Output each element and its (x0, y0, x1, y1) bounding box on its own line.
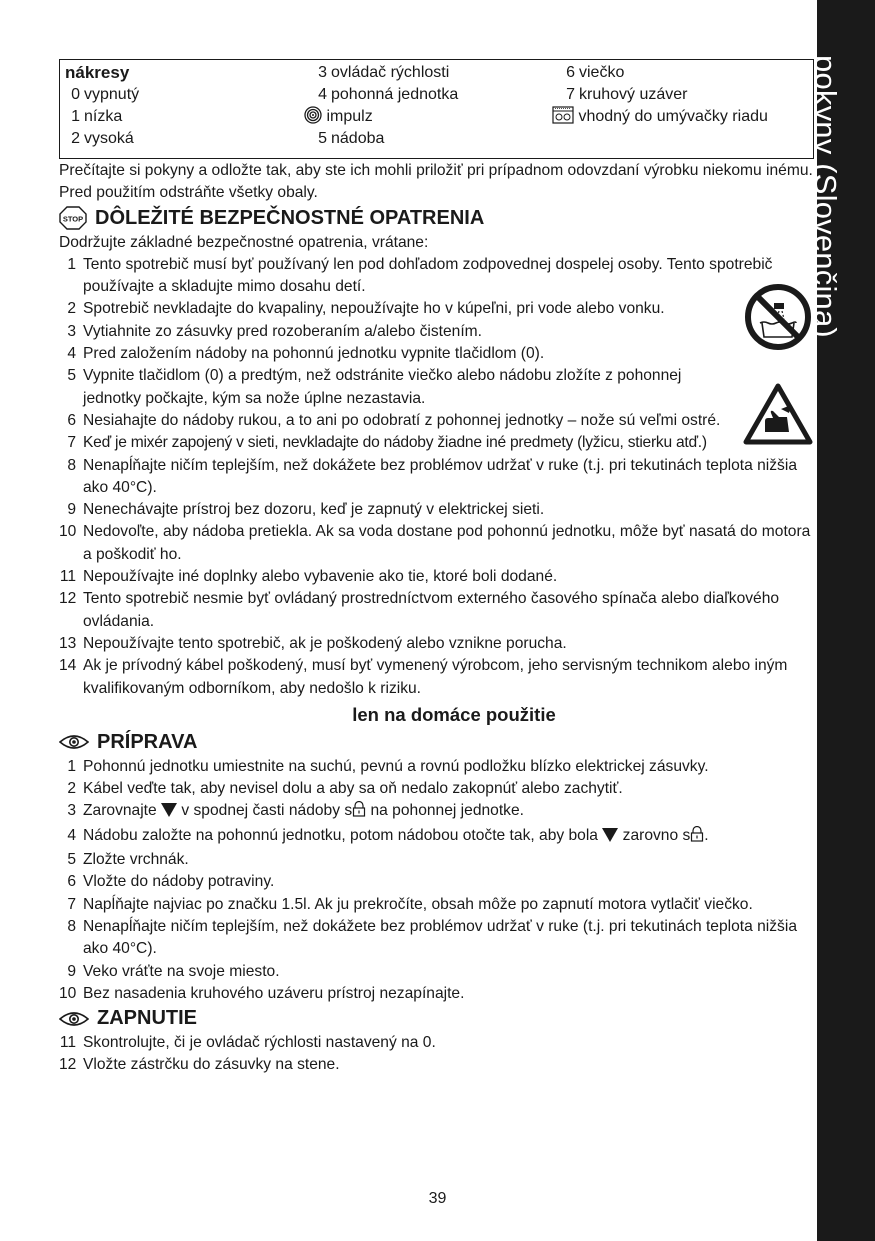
dishwasher-icon (552, 108, 574, 125)
list-item: 10 Nedovoľte, aby nádoba pretiekla. Ak sa voda dostane pod pohonnú jednotku, môže byť nasatá do motora a poškodiť ho. (59, 523, 811, 563)
lock-icon (352, 801, 366, 824)
legend-box (59, 59, 814, 159)
legend-item: 4 pohonná jednotka (318, 86, 459, 103)
list-item: 1 Pohonnú jednotku umiestnite na suchú, pevnú a rovnú podložku blízko elektrickej zásuvky. (67, 757, 709, 775)
legend-column-1 (65, 62, 139, 150)
preparation-heading-text: PRÍPRAVA (97, 730, 198, 753)
safety-heading (59, 205, 819, 232)
instructions-content (59, 160, 819, 1077)
sharp-blades-warning-icon (743, 383, 813, 450)
no-water-warning-icon (744, 283, 812, 356)
switching-on-list (59, 1032, 819, 1077)
list-item: 13 Nepoužívajte tento spotrebič, ak je poškodený alebo vznikne porucha. (59, 634, 567, 652)
legend-item: 1 nízka (71, 108, 123, 125)
list-item: 11 Nepoužívajte iné doplnky alebo vybavenie ako tie, ktoré boli dodané. (59, 568, 558, 586)
legend-item: vhodný do umývačky riadu (552, 106, 768, 128)
page-number: 39 (428, 1190, 447, 1207)
preparation-list (59, 756, 819, 1005)
svg-text:STOP: STOP (62, 214, 84, 224)
list-item: 8 Nenapĺňajte ničím teplejším, než dokážete bez problémov udržať v ruke (t.j. pri tekutinách teplota nižšia ako 40°C). (67, 456, 797, 496)
legend-item: 6 viečko (566, 64, 625, 81)
list-item: 5 Vypnite tlačidlom (0) a predtým, než odstránite viečko alebo nádobu zložíte z pohonnej jednotky počkajte, kým sa nože úplne nezastavia. (67, 367, 682, 407)
sidebar-title: pokyny (Slovenčina) (808, 55, 843, 338)
legend-column-3 (560, 62, 768, 128)
list-item: 4 Pred založením nádoby na pohonnú jednotku vypnite tlačidlom (0). (67, 345, 545, 363)
list-item: 12 Tento spotrebič nesmie byť ovládaný prostredníctvom externého časového spínača alebo diaľkového ovládania. (59, 590, 780, 630)
intro-text: Prečítajte si pokyny a odložte tak, aby ste ich mohli priložiť pri prípadnom odovzdaní výrobku niekomu inému. Pred použitím odstráňte všetky obaly. (59, 162, 813, 202)
list-item: 2 Spotrebič nevkladajte do kvapaliny, nepoužívajte ho v kúpeľni, pri vode alebo vonku. (67, 300, 665, 318)
legend-item: impulz (304, 106, 458, 128)
legend-item: 7 kruhový uzáver (566, 86, 688, 103)
list-item: 10 Bez nasadenia kruhového uzáveru prístroj nezapínajte. (59, 984, 465, 1002)
legend-item: 5 nádoba (318, 130, 385, 147)
triangle-marker-icon (602, 827, 618, 849)
list-item: 14 Ak je prívodný kábel poškodený, musí byť vymenený výrobcom, jeho servisným technikom alebo iným kvalifikovaným odborníkom, aby nedošlo k riziku. (59, 657, 788, 697)
list-item: 1 Tento spotrebič musí byť používaný len pod dohľadom zodpovednej dospelej osoby. Tento spotrebič používajte a skladujte mimo dosahu detí. (67, 255, 773, 296)
legend-item: 0 vypnutý (71, 86, 140, 103)
list-item: 3 Zarovnajte v spodnej časti nádoby s na pohonnej jednotke. (59, 800, 819, 824)
preparation-heading (59, 729, 819, 756)
list-item: 6 Vložte do nádoby potraviny. (67, 873, 275, 891)
triangle-marker-icon (161, 802, 177, 824)
safety-heading-text: DÔLEŽITÉ BEZPEČNOSTNÉ OPATRENIA (95, 206, 485, 229)
list-item: 3 Vytiahnite zo zásuvky pred rozoberaním a/alebo čistením. (67, 322, 482, 340)
pulse-spiral-icon (304, 108, 322, 125)
list-item: 9 Veko vráťte na svoje miesto. (67, 962, 280, 980)
list-item: 8 Nenapĺňajte ničím teplejším, než dokážete bez problémov udržať v ruke (t.j. pri tekutinách teplota nižšia ako 40°C). (67, 917, 797, 958)
legend-title: nákresy (65, 63, 130, 82)
home-use-notice: len na domáce použitie (352, 703, 556, 725)
eye-icon (59, 734, 89, 750)
list-item: 11 Skontrolujte, či je ovládač rýchlosti nastavený na 0. (59, 1034, 436, 1052)
legend-item: 2 vysoká (71, 130, 134, 147)
list-item: 7 Napĺňajte najviac po značku 1.5l. Ak ju prekročíte, obsah môže po zapnutí motora vytlačiť viečko. (67, 895, 753, 913)
eye-icon (59, 1011, 89, 1027)
stop-icon (59, 206, 87, 230)
safety-list (59, 254, 819, 700)
switching-on-heading-text: ZAPNUTIE (97, 1007, 197, 1030)
lock-icon (690, 826, 704, 849)
list-item: 7 Keď je mixér zapojený v sieti, nevkladajte do nádoby žiadne iné predmety (lyžicu, stierku atď.) (67, 434, 707, 452)
legend-column-2 (312, 62, 458, 150)
list-item: 2 Kábel veďte tak, aby nevisel dolu a aby sa oň nedalo zakopnúť alebo zachytiť. (67, 780, 623, 798)
safety-lead: Dodržujte základné bezpečnostné opatrenia, vrátane: (59, 233, 429, 251)
list-item: 12 Vložte zástrčku do zásuvky na stene. (59, 1056, 340, 1074)
list-item: 9 Nenechávajte prístroj bez dozoru, keď je zapnutý v elektrickej sieti. (67, 501, 545, 519)
legend-item: 3 ovládač rýchlosti (318, 64, 450, 81)
list-item: 4 Nádobu založte na pohonnú jednotku, potom nádobou otočte tak, aby bola zarovno s . (59, 825, 819, 849)
list-item: 5 Zložte vrchnák. (67, 851, 189, 869)
switching-on-heading (59, 1005, 819, 1032)
list-item: 6 Nesiahajte do nádoby rukou, a to ani po odobratí z pohonnej jednotky – nože sú veľmi ostré. (67, 411, 721, 429)
